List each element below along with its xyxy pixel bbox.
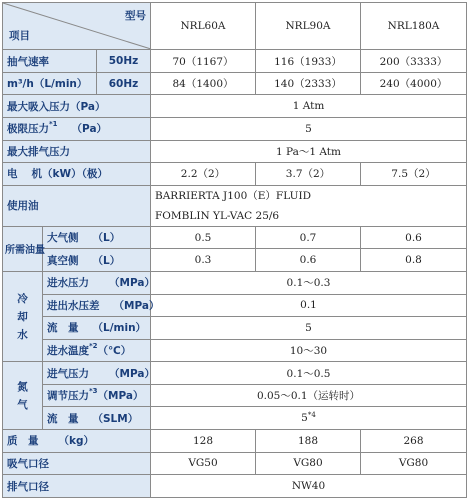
unit-label: （MPa） [109, 277, 155, 290]
outlet-size-label: 排气口径 [3, 475, 151, 498]
max-suction-pressure-label: 最大吸入压力（Pa） [3, 95, 151, 118]
pumping-speed-value: 70（1167） [151, 50, 256, 73]
cooling-row-label-cell [43, 339, 151, 362]
pumping-speed-value: 116（1933） [256, 50, 361, 73]
oil-amount-value: 0.7 [256, 226, 361, 249]
item-header-label: 项目 [9, 30, 30, 43]
oil-amount-value: 0.3 [151, 249, 256, 272]
pumping-speed-value: 200（3333） [361, 50, 467, 73]
pumping-speed-value: 240（4000） [361, 72, 467, 95]
cooling-water-group-label [3, 271, 43, 361]
oil-amount-value: 0.6 [361, 226, 467, 249]
oil-amount-unit: （L） [92, 254, 121, 267]
motor-label-cell [3, 163, 151, 186]
oil-amount-value: 0.5 [151, 226, 256, 249]
group-char: 冷 [17, 292, 28, 305]
atmosphere-side-label: 大气侧 [47, 232, 79, 245]
footnote-marker: *1 [49, 120, 58, 129]
footnote-marker: *3 [89, 387, 98, 396]
mass-label: 质 量 [7, 435, 39, 448]
spec-table [2, 2, 467, 498]
motor-label-rest: 机（kW）（极） [31, 168, 108, 181]
pumping-speed-value: 84（1400） [151, 72, 256, 95]
inlet-size-value: VG80 [361, 452, 467, 475]
nitrogen-group-label [3, 362, 43, 430]
oil-amount-label: 所需油量 [3, 226, 43, 271]
model-header-label: 型号 [125, 10, 146, 22]
oil-name: FOMBLIN YL-VAC 25/6 [151, 206, 467, 227]
nitrogen-value: 0.05～0.1（运转时） [151, 384, 467, 407]
group-char: 却 [17, 310, 28, 323]
ultimate-pressure-label: 极限压力 [7, 123, 49, 136]
inlet-water-pressure-label: 进水压力 [47, 277, 89, 290]
unit-label: （MPa） [97, 390, 144, 403]
nitrogen-row-label-cell [43, 407, 151, 430]
motor-value: 3.7（2） [256, 163, 361, 186]
model-name: NRL90A [256, 3, 361, 50]
ultimate-pressure-label-cell [3, 117, 151, 140]
inlet-size-value: VG80 [256, 452, 361, 475]
cooling-value: 0.1～0.3 [151, 271, 467, 294]
footnote-marker: *4 [307, 411, 316, 420]
cooling-value: 0.1 [151, 294, 467, 317]
mass-unit: （kg） [58, 435, 94, 448]
unit-label: （SLM） [92, 412, 139, 425]
oil-label: 使用油 [3, 185, 151, 226]
oil-amount-value: 0.6 [256, 249, 361, 272]
water-pressure-diff-label: 进出水压差 [47, 299, 100, 312]
oil-amount-value: 0.8 [361, 249, 467, 272]
max-suction-pressure-value: 1 Atm [151, 95, 467, 118]
cooling-row-label-cell [43, 294, 160, 317]
nitrogen-value: 5 [301, 412, 308, 425]
ultimate-pressure-unit: （Pa） [71, 123, 108, 136]
pumping-speed-unit: m³/h（L/min） [3, 72, 97, 95]
frequency-label: 50Hz [97, 50, 151, 73]
mass-value: 188 [256, 429, 361, 452]
flow-label: 流 量 [47, 322, 79, 335]
header-corner-cell [3, 3, 151, 50]
inlet-size-value: VG50 [151, 452, 256, 475]
nitrogen-row-label-cell [43, 362, 155, 385]
ultimate-pressure-value: 5 [151, 117, 467, 140]
unit-label: （℃） [97, 344, 132, 357]
nitrogen-value: 0.1～0.5 [151, 362, 467, 385]
nitrogen-row-label-cell [43, 384, 151, 407]
regulated-pressure-label: 调节压力 [47, 390, 89, 403]
motor-value: 2.2（2） [151, 163, 256, 186]
pumping-speed-label: 抽气速率 [3, 50, 97, 73]
mass-value: 268 [361, 429, 467, 452]
cooling-value: 10～30 [151, 339, 467, 362]
cooling-row-label-cell [43, 271, 155, 294]
oil-name: BARRIERTA J100（E）FLUID [151, 185, 467, 206]
inlet-water-temp-label: 进水温度 [47, 344, 89, 357]
oil-amount-unit: （L） [92, 232, 121, 245]
motor-value: 7.5（2） [361, 163, 467, 186]
cooling-row-label-cell [43, 317, 151, 340]
footnote-marker: *2 [89, 341, 98, 350]
oil-amount-row-label-cell [43, 249, 151, 272]
vacuum-side-label: 真空侧 [47, 254, 79, 267]
flow-label: 流 量 [47, 412, 79, 425]
model-name: NRL180A [361, 3, 467, 50]
unit-label: （MPa） [113, 299, 160, 312]
max-exhaust-pressure-value: 1 Pa～1 Atm [151, 140, 467, 163]
group-char: 水 [17, 328, 28, 341]
mass-label-cell [3, 429, 151, 452]
frequency-label: 60Hz [97, 72, 151, 95]
pumping-speed-value: 140（2333） [256, 72, 361, 95]
unit-label: （L/min） [92, 322, 147, 335]
cooling-value: 5 [151, 317, 467, 340]
group-char: 气 [17, 398, 28, 411]
max-exhaust-pressure-label: 最大排气压力 [3, 140, 151, 163]
inlet-size-label: 吸气口径 [3, 452, 151, 475]
nitrogen-value-cell [151, 407, 467, 430]
motor-label: 电 [7, 168, 18, 181]
inlet-gas-pressure-label: 进气压力 [47, 367, 89, 380]
mass-value: 128 [151, 429, 256, 452]
oil-amount-row-label-cell [43, 226, 151, 249]
group-char: 氮 [17, 380, 28, 393]
outlet-size-value: NW40 [151, 475, 467, 498]
unit-label: （MPa） [109, 367, 155, 380]
model-name: NRL60A [151, 3, 256, 50]
